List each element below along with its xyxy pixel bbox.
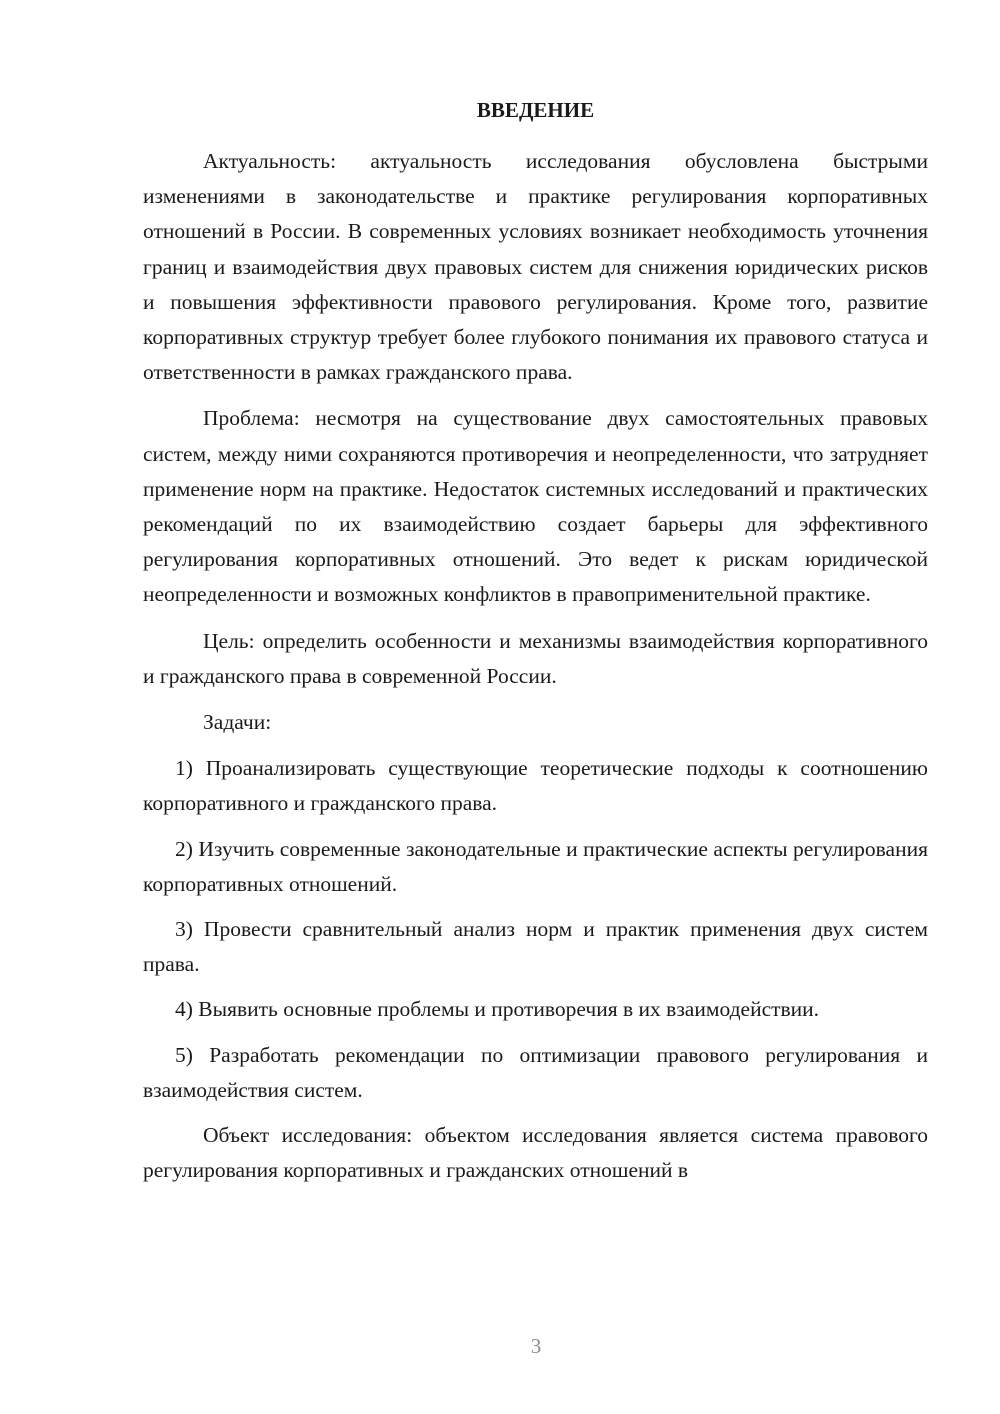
- document-body: [143, 94, 928, 1199]
- page-number: 3: [530, 1334, 542, 1358]
- task-item-4: 4) Выявить основные проблемы и противоречия в их взаимодействии.: [175, 997, 820, 1022]
- object-paragraph: Объект исследования: объектом исследования является система правового регулирования корпоративных и гражданских отношений в: [143, 1123, 928, 1183]
- goal-paragraph: Цель: определить особенности и механизмы взаимодействия корпоративного и гражданского права в современной России.: [143, 628, 928, 688]
- task-item-5: 5) Разработать рекомендации по оптимизации правового регулирования и взаимодействия систем.: [143, 1042, 928, 1102]
- task-item-2: 2) Изучить современные законодательные и практические аспекты регулирования корпоративных отношений.: [143, 836, 928, 896]
- task-item-1: 1) Проанализировать существующие теоретические подходы к соотношению корпоративного и гражданского права.: [143, 756, 928, 816]
- relevance-paragraph: Актуальность: актуальность исследования обусловлена быстрыми изменениями в законодательстве и практике регулирования корпоративных отношений в России. В современных условиях возникает необходимость уточнения границ и взаимодействия двух правовых систем для снижения юридических рисков и повышения эффективности правового регулирования. Кроме того, развитие корпоративных структур требует более глубокого понимания их правового статуса и ответственности в рамках гражданского права.: [143, 149, 928, 385]
- tasks-label: Задачи:: [203, 710, 272, 735]
- tasks-list: [143, 751, 928, 1108]
- section-heading: ВВЕДЕНИЕ: [476, 98, 595, 122]
- problem-paragraph: Проблема: несмотря на существование двух самостоятельных правовых систем, между ними сохраняются противоречия и неопределенности, что затрудняет применение норм на практике. Недостаток системных исследований и практических рекомендаций по их взаимодействию создает барьеры для эффективного регулирования корпоративных отношений. Это ведет к рискам юридической неопределенности и возможных конфликтов в правоприменительной практике.: [143, 406, 928, 607]
- task-item-3: 3) Провести сравнительный анализ норм и практик применения двух систем права.: [143, 917, 928, 977]
